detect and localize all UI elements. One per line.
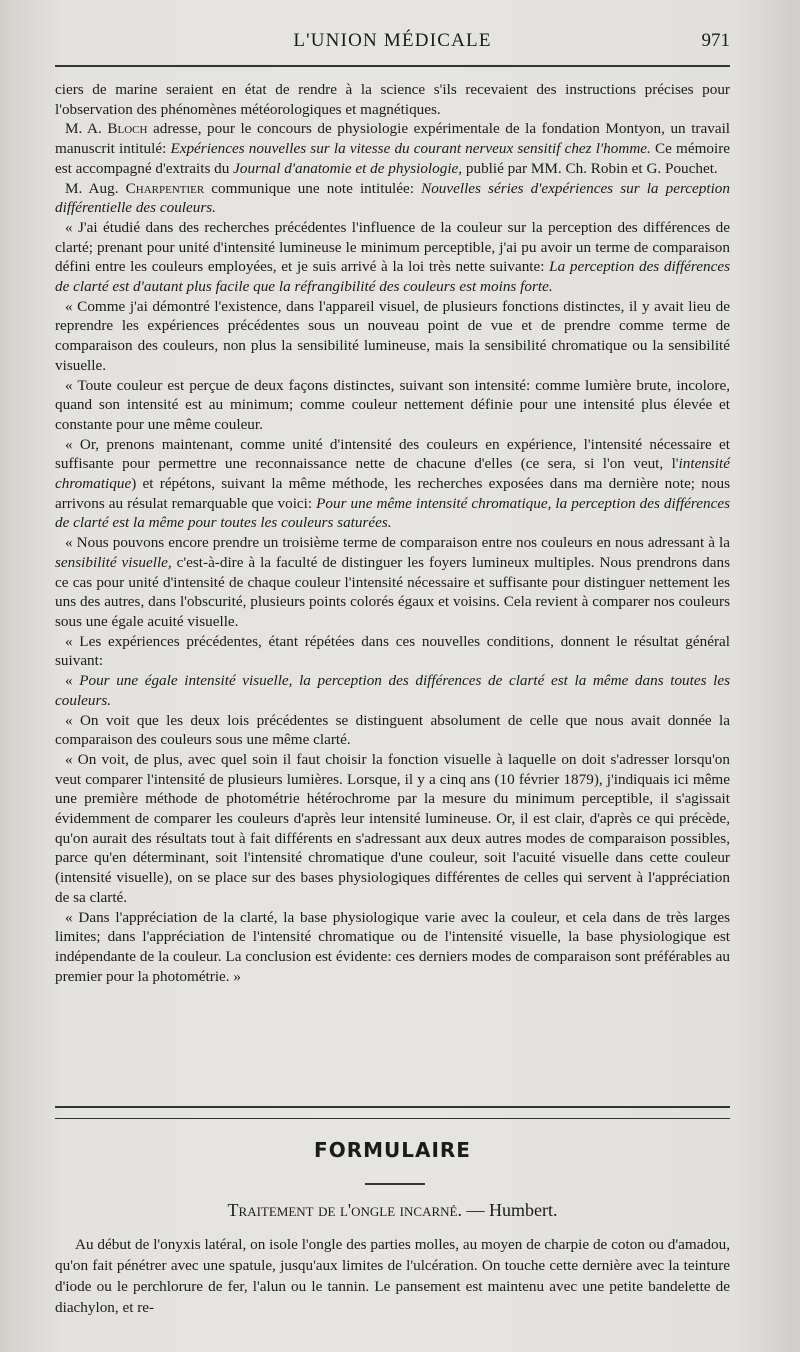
recipe-author: Humbert.	[488, 1200, 558, 1220]
result-statement: Pour une même intensité chromatique, la perception des différences de clarté est la même pour toutes les couleurs saturées.	[55, 494, 730, 532]
paragraph: « Dans l'appréciation de la clarté, la base physiologique varie avec la couleur, et cela dans de très larges limites; dans l'appréciation de l'intensité chromatique ou de l'intensité visuelle, la base physiologique est indépendante de la couleur. La conclusion est évidente: ces derniers modes de comparaison sont préférables au premier pour la photométrie. »	[55, 908, 730, 985]
paragraph: « J'ai étudié dans des recherches précédentes l'influence de la couleur sur la perception des différences de clarté; prenant pour unité d'intensité lumineuse le minimum perceptible, j'ai pu avoir un terme de comparaison défini entre les couleurs employées, et je suis arrivé à la loi très nette suivante: La perception des différences de clarté est d'autant plus facile que la réfrangibilité des couleurs est moins forte.	[55, 218, 730, 296]
paragraph: « Or, prenons maintenant, comme unité d'intensité des couleurs en expérience, l'intensité nécessaire et suffisante pour permettre une reconnaissance nette de chacune d'elles (ce sera, si l'on veut, l'intensité chromatique) et répétons, suivant la même méthode, les recherches exposées dans ma dernière note; nous arrivons au résulat remarquable que voici: Pour une même intensité chromatique, la perception des différences de clarté est la même pour toutes les couleurs saturées.	[55, 435, 730, 532]
title-underline	[365, 1183, 425, 1185]
recipe-heading: Traitement de l'ongle incarné. — Humbert.	[227, 1200, 558, 1220]
law-statement: La perception des différences de clarté est d'autant plus facile que la réfrangibilité des couleurs est moins forte.	[55, 258, 730, 296]
work-title: Expériences nouvelles sur la vitesse du courant nerveux sensitif chez l'homme.	[170, 140, 651, 158]
paragraph: « Nous pouvons encore prendre un troisième terme de comparaison entre nos couleurs en nous adressant à la sensibilité visuelle, c'est-à-dire à la faculté de distinguer les foyers lumineux multiples. Nous prendrons dans ce cas pour unité d'intensité de chaque couleur l'intensité nécessaire et suffisante pour distinguer nettement les uns des autres, dans l'obscurité, plusieurs points colorés égaux et voisins. Cela revient à comparer nos couleurs sous une égale acuité visuelle.	[55, 534, 730, 630]
paragraph: « On voit que les deux lois précédentes se distinguent absolument de celle que nous avait donnée la comparaison des couleurs sous une même clarté.	[55, 711, 730, 749]
author-name: Bloch	[107, 120, 148, 138]
paragraph: « Les expériences précédentes, étant répétées dans ces nouvelles conditions, donnent le résultat général suivant:	[55, 632, 730, 670]
journal-title: Journal d'anatomie et de physiologie,	[233, 159, 463, 177]
paragraph: M. Aug. Charpentier communique une note intitulée: Nouvelles séries d'expériences sur la perception différentielle des couleurs.	[55, 179, 730, 217]
paragraph: M. A. Bloch adresse, pour le concours de physiologie expérimentale de la fondation Montyon, un travail manuscrit intitulé: Expériences nouvelles sur la vitesse du courant nerveux sensitif chez l'homme. Ce mémoire est accompagné d'extraits du Journal d'anatomie et de physiologie, publié par MM. Ch. Robin et G. Pouchet.	[55, 120, 731, 177]
result-statement: Pour une égale intensité visuelle, la perception des différences de clarté est la même dans toutes les couleurs.	[55, 672, 730, 709]
page-number: 971	[701, 30, 730, 51]
paragraph: « Comme j'ai démontré l'existence, dans l'appareil visuel, de plusieurs fonctions distinctes, il y avait lieu de reprendre les expériences précédentes sous un nouveau point de vue et de prendre comme terme de comparaison des couleurs, non plus la sensibilité lumineuse, mais la sensibilité chromatique ou la sensibilité visuelle.	[55, 297, 730, 374]
paragraph: « Toute couleur est perçue de deux façons distinctes, suivant son intensité: comme lumière brute, incolore, quand son intensité est au minimum; comme couleur nettement définie pour une intensité plus élevée et constante pour une même couleur.	[55, 376, 730, 433]
paragraph: « On voit, de plus, avec quel soin il faut choisir la fonction visuelle à laquelle on doit s'adresser lorsqu'on veut comparer l'intensité de plusieurs lumières. Lorsque, il y a cinq ans (10 février 1879), j'indiquais ici même une première méthode de photométrie hétérochrome par la mesure du minimum perceptible, il s'agissait évidemment de comparer les couleurs d'après leur intensité lumineuse. Or, il est clair, d'après ce qui précède, qu'on aurait des résultats tout à fait différents en s'adressant aux deux autres modes de comparaison possibles, parce qu'en déterminant, soit l'intensité chromatique d'une couleur, soit l'acuité visuelle dans cette couleur (intensité visuelle), on se place sur des bases physiologiques différentes de celles qui servent à l'appréciation de sa clarté.	[55, 750, 730, 906]
author-name: Charpentier	[125, 179, 205, 197]
header-rule	[55, 65, 730, 67]
recipe-text: Au début de l'onyxis latéral, on isole l'ongle des parties molles, au moyen de charpie de coton ou d'amadou, qu'on fait pénétrer avec une spatule, jusqu'aux limites de l'ulcération. On touche cette dernière avec la teinture d'iode ou le perchlorure de fer, l'alun ou le tannin. Le pansement est maintenu avec une petite bandelette de diachylon, et re-	[55, 1236, 730, 1316]
paragraph: ciers de marine seraient en état de rendre à la science s'ils recevaient des instructions précises pour l'observation des phénomènes météorologiques et magnétiques.	[55, 81, 730, 118]
running-title: L'UNION MÉDICALE	[293, 30, 492, 51]
paragraph: « Pour une égale intensité visuelle, la perception des différences de clarté est la même dans toutes les couleurs.	[55, 672, 730, 709]
note-title: Nouvelles séries d'expériences sur la perception différentielle des couleurs.	[55, 179, 730, 217]
page-header	[55, 30, 730, 60]
article-body	[55, 80, 730, 986]
section-divider	[55, 1106, 730, 1119]
section-title: FORMULAIRE	[314, 1138, 471, 1162]
